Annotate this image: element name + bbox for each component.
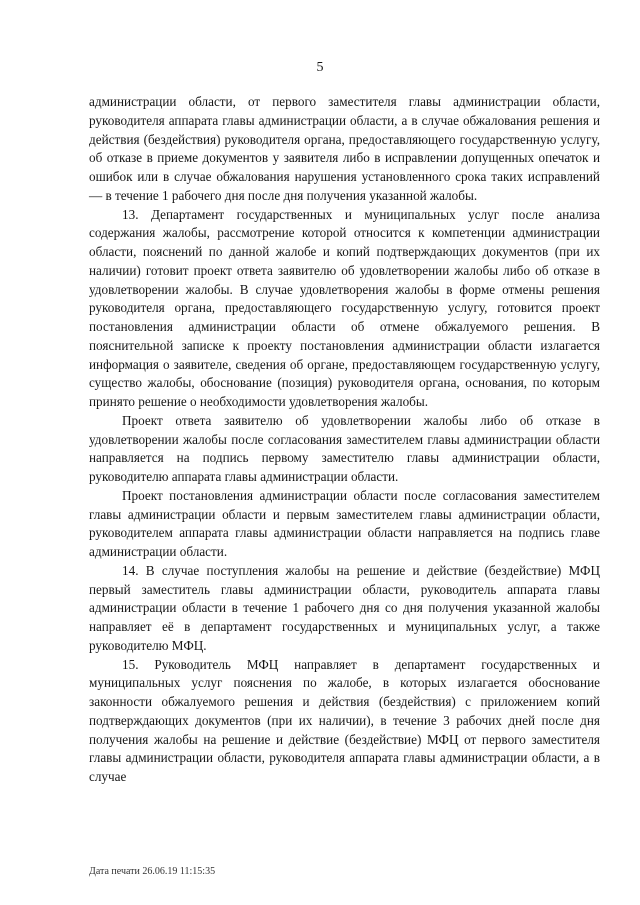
- paragraph-continued: администрации области, от первого заместителя главы администрации области, руководителя аппарата главы администрации области, а в случае обжалования решения и действия (бездействия) руководителя органа, предоставляющего государственную услугу, об отказе в приеме документов у заявителя либо в исправлении допущенных опечаток и ошибок или в случае обжалования нарушения установленного срока таких исправлений — в течение 1 рабочего дня после дня получения указанной жалобы.: [89, 94, 600, 203]
- paragraph-reply-draft: Проект ответа заявителю об удовлетворении жалобы либо об отказе в удовлетворении жалобы после согласования заместителем главы администрации области направляется на подпись первому заместителю главы администрации области, руководителю аппарата главы администрации области.: [89, 412, 600, 484]
- paragraph-item-15: 15. Руководитель МФЦ направляет в департамент государственных и муниципальных услуг пояснения по жалобе, в которых излагается обоснование законности обжалуемого решения и действия (бездействия) с приложением копий подтверждающих документов (при их наличии), в течение 3 рабочих дней после дня получения жалобы на решение и действие (бездействие) МФЦ от первого заместителя главы администрации области, руководителя аппарата главы администрации области, а в случае: [89, 656, 600, 784]
- paragraph-resolution-draft: Проект постановления администрации области после согласования заместителем главы администрации области и первым заместителем главы администрации области, руководителем аппарата главы администрации области направляется на подпись главе администрации области.: [89, 487, 600, 559]
- paragraph-item-13: 13. Департамент государственных и муниципальных услуг после анализа содержания жалобы, рассмотрение которой относится к компетенции администрации области, пояснений по данной жалобе и копий подтверждающих документов (при их наличии) готовит проект ответа заявителю об удовлетворении жалобы либо об отказе в удовлетворении жалобы. В случае удовлетворения жалобы в форме отмены решения руководителя органа, предоставляющего государственную услугу, готовится проект постановления администрации области об отмене обжалуемого решения. В пояснительной записке к проекту постановления администрации области излагается информация о заявителе, сведения об органе, предоставляющем государственную услугу, существо жалобы, обоснование (позиция) руководителя органа, основания, по которым принято решение о необходимости удовлетворения жалобы.: [89, 206, 600, 409]
- print-date-footer: Дата печати 26.06.19 11:15:35: [89, 866, 216, 877]
- document-body: [89, 93, 600, 787]
- paragraph-item-14: 14. В случае поступления жалобы на решение и действие (бездействие) МФЦ первый заместитель главы администрации области, руководитель аппарата главы администрации области в течение 1 рабочего дня со дня получения указанной жалобы направляет её в департамент государственных и муниципальных услуг, а также руководителю МФЦ.: [89, 562, 600, 653]
- page-number: 5: [316, 60, 324, 75]
